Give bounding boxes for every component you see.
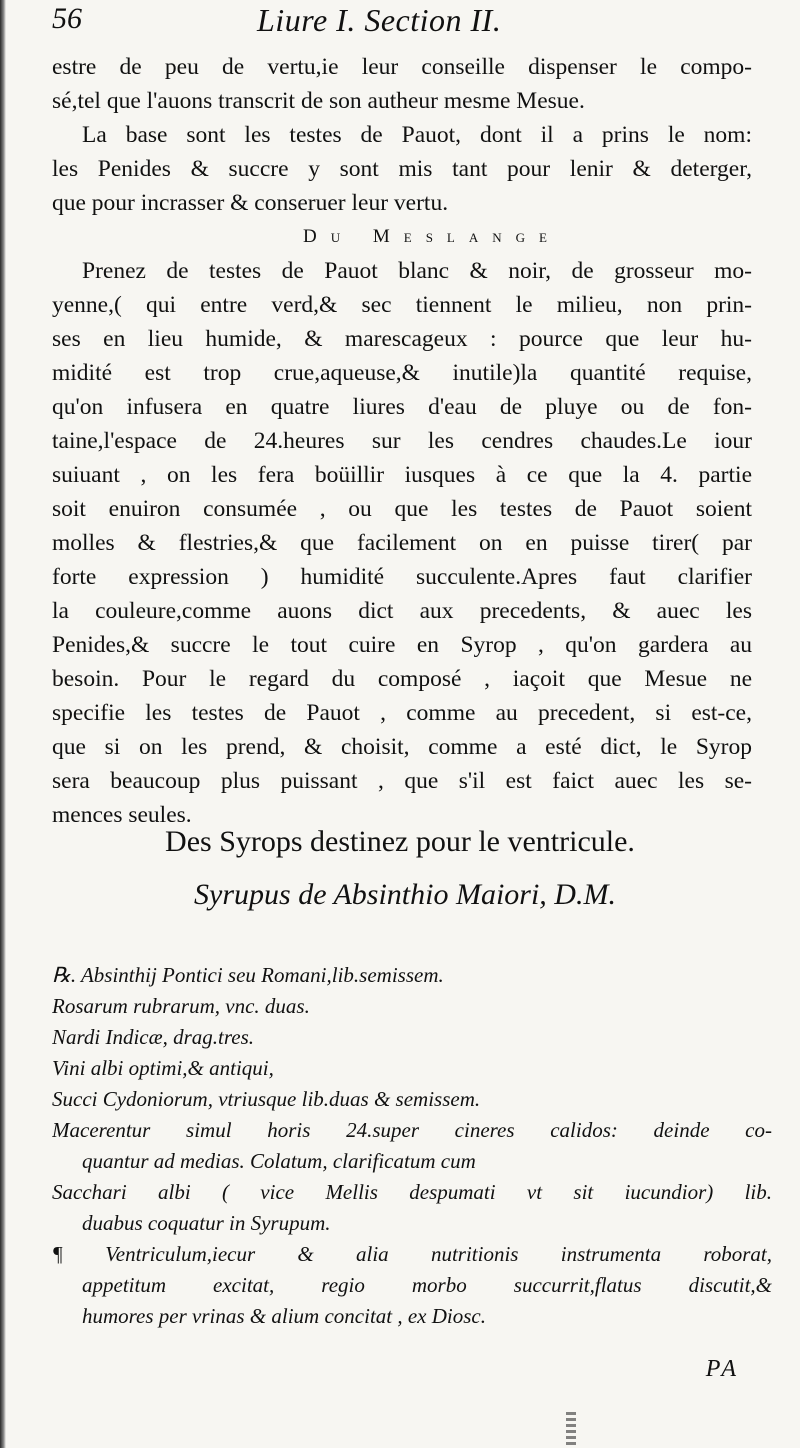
recipe-note-line: ¶ Ventriculum,iecur & alia nutritionis instrumenta roborat,: [52, 1242, 772, 1266]
text-line: la couleure,comme auons dict aux precedents, & auec les: [52, 598, 752, 624]
recipe-note-line: humores per vrinas & alium concitat , ex Diosc.: [82, 1304, 486, 1328]
text-line: specifie les testes de Pauot , comme au precedent, si est-ce,: [52, 700, 752, 726]
page-gutter-shadow: [0, 0, 6, 1448]
recipe-line: Macerentur simul horis 24.super cineres calidos: deinde co-: [52, 1118, 772, 1142]
text-line: mences seules.: [52, 802, 192, 828]
recipe-title: Syrupus de Absinthio Maiori, D.M.: [194, 878, 616, 911]
recipe-line: Rosarum rubrarum, vnc. duas.: [52, 994, 310, 1018]
section-title: Des Syrops destinez pour le ventricule.: [165, 825, 635, 858]
text-line: les Penides & succre y sont mis tant pour lenir & deterger,: [52, 156, 752, 182]
subheading: Du Meslange: [303, 226, 561, 247]
recipe-note-line: appetitum excitat, regio morbo succurrit,flatus discutit,&: [82, 1273, 772, 1297]
text-line: Prenez de testes de Pauot blanc & noir, de grosseur mo-: [82, 258, 752, 284]
text-line: que pour incrasser & conseruer leur vertu.: [52, 190, 449, 216]
text-line: que si on les prend, & choisit, comme a esté dict, le Syrop: [52, 734, 752, 760]
text-line: taine,l'espace de 24.heures sur les cendres chaudes.Le iour: [52, 428, 752, 454]
text-line: midité est trop crue,aqueuse,& inutile)la quantité requise,: [52, 360, 752, 386]
text-line: yenne,( qui entre verd,& sec tiennent le milieu, non prin-: [52, 292, 752, 318]
text-line: soit enuiron consumée , ou que les testes de Pauot soient: [52, 496, 752, 522]
text-line: ses en lieu humide, & marescageux : pource que leur hu-: [52, 326, 752, 352]
recipe-line: Nardi Indicæ, drag.tres.: [52, 1025, 255, 1049]
recipe-line: Succi Cydoniorum, vtriusque lib.duas & semissem.: [52, 1087, 481, 1111]
text-line: Penides,& succre le tout cuire en Syrop , qu'on gardera au: [52, 632, 752, 658]
page-header: [52, 2, 752, 42]
text-line: sé,tel que l'auons transcrit de son autheur mesme Mesue.: [52, 88, 585, 114]
text-line: sera beaucoup plus puissant , que s'il est faict auec les se-: [52, 768, 752, 794]
recipe-line: ℞. Absinthij Pontici seu Romani,lib.semissem.: [52, 963, 444, 987]
text-line: estre de peu de vertu,ie leur conseille dispenser le compo-: [52, 54, 752, 80]
text-line: molles & flestries,& que facilement on en puisse tirer( par: [52, 530, 752, 556]
recipe-line: quantur ad medias. Colatum, clarificatum cum: [82, 1149, 476, 1173]
recipe-line: Sacchari albi ( vice Mellis despumati vt sit iucundior) lib.: [52, 1180, 772, 1204]
page-mark: [566, 1412, 576, 1446]
running-head: Liure I. Section II.: [257, 2, 502, 38]
recipe-line: duabus coquatur in Syrupum.: [82, 1211, 331, 1235]
catchword: PA: [705, 1356, 740, 1382]
recipe-line: Vini albi optimi,& antiqui,: [52, 1056, 274, 1080]
text-line: suiuant , on les fera boüillir iusques à ce que la 4. partie: [52, 462, 752, 488]
text-line: La base sont les testes de Pauot, dont il a prins le nom:: [82, 122, 752, 148]
text-line: qu'on infusera en quatre liures d'eau de pluye ou de fon-: [52, 394, 752, 420]
recipe-block: [52, 960, 772, 1332]
page-number: 56: [52, 2, 82, 35]
body-text: [52, 50, 752, 832]
text-line: besoin. Pour le regard du composé , iaçoit que Mesue ne: [52, 666, 752, 692]
text-line: forte expression ) humidité succulente.Apres faut clarifier: [52, 564, 752, 590]
